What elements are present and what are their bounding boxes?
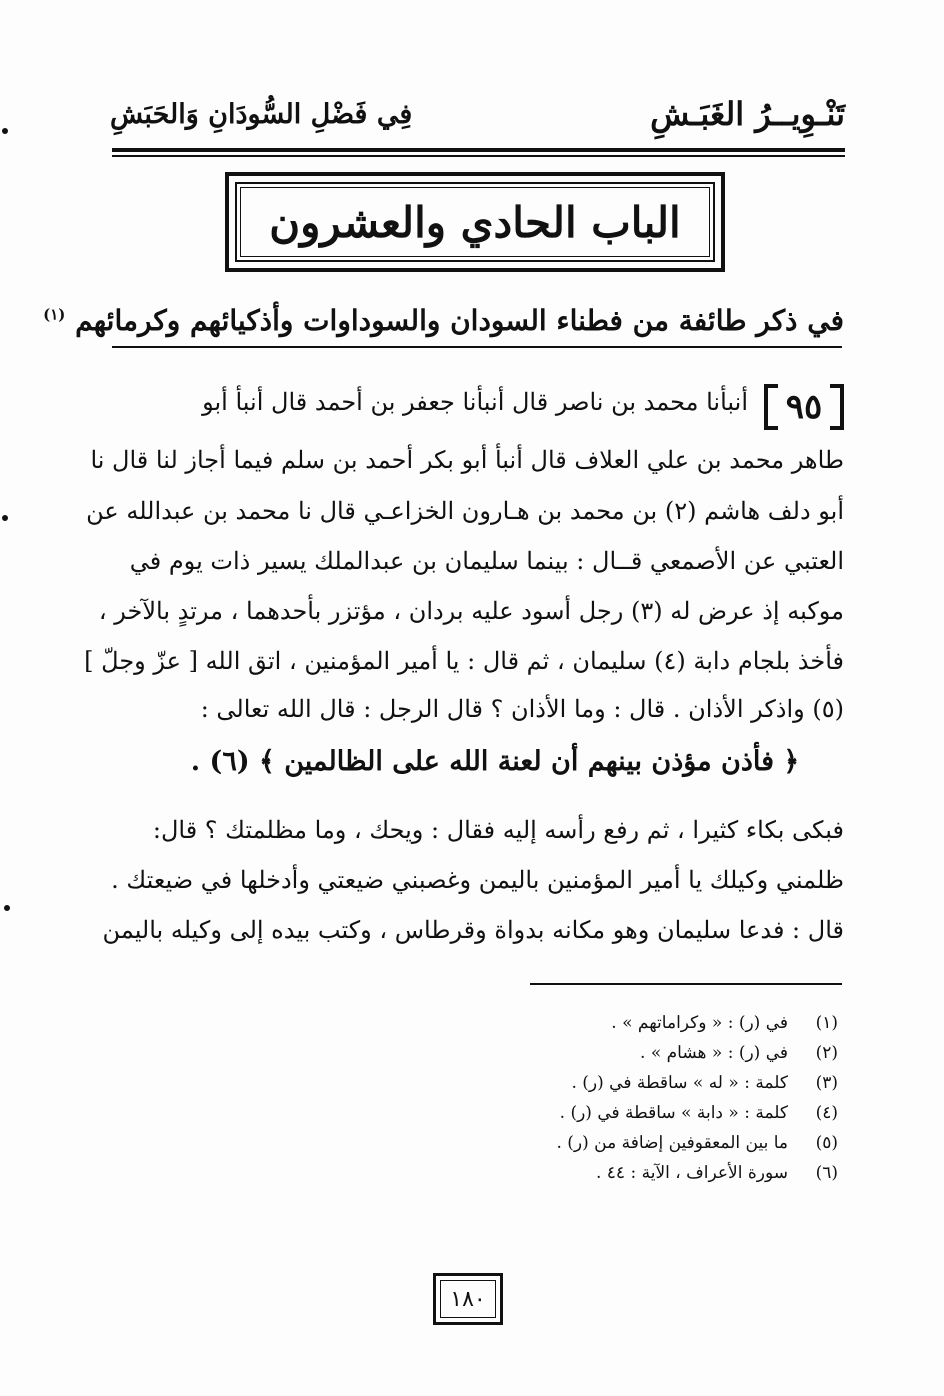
- text-line: طاهر محمد بن علي العلاف قال أنبأ أبو بكر أحمد بن سلم فيما أجاز لنا قال نا: [90, 446, 844, 474]
- section-title: [43, 304, 844, 337]
- narration-number: ٩٥: [764, 380, 844, 434]
- footnote-separator: [530, 983, 842, 985]
- footnotes: [498, 1008, 838, 1188]
- footnote-item: (٤) كلمة : « دابة » ساقطة في (ر) .: [559, 1103, 838, 1123]
- section-title-text: في ذكر طائفة من فطناء السودان والسوداوات وأذكيائهم وكرمائهم: [75, 304, 844, 337]
- footnote-ref: (١): [43, 305, 66, 324]
- footnote-item: (١) في (ر) : « وكراماتهم » .: [611, 1013, 838, 1033]
- text-line: قال : فدعا سليمان وهو مكانه بدواة وقرطاس ، وكتب بيده إلى وكيله باليمن: [102, 916, 844, 944]
- scan-edge-mark: [2, 128, 8, 134]
- chapter-title-frame: [225, 172, 725, 272]
- text-line: العتبي عن الأصمعي قــال : بينما سليمان بن عبدالملك يسير ذات يوم في: [129, 547, 844, 575]
- text-line: (٥) واذكر الأذان . قال : وما الأذان ؟ قال الرجل : قال الله تعالى :: [200, 695, 844, 723]
- book-subtitle: فِي فَضْلِ السُّودَانِ وَالحَبَشِ: [110, 99, 413, 130]
- text-line: أبو دلف هاشم (٢) بن محمد بن هـارون الخزاعـي قال نا محمد بن عبدالله عن: [86, 497, 844, 525]
- header-rule-thin: [112, 155, 845, 157]
- quran-verse: ﴿ فأذن مؤذن بينهم أن لعنة الله على الظالمين ﴾ (٦) .: [190, 746, 800, 777]
- text-line: فبكى بكاء كثيرا ، ثم رفع رأسه إليه فقال : ويحك ، وما مظلمتك ؟ قال:: [152, 816, 844, 844]
- chapter-title: الباب الحادي والعشرون: [269, 197, 681, 247]
- footnote-item: (٦) سورة الأعراف ، الآية : ٤٤ .: [595, 1163, 838, 1183]
- running-header: [110, 95, 845, 141]
- footnote-item: (٢) في (ر) : « هشام » .: [640, 1043, 838, 1063]
- scan-edge-mark: [2, 515, 8, 521]
- text-line: أنبأنا محمد بن ناصر قال أنبأنا جعفر بن أحمد قال أنبأ أبو: [202, 388, 748, 416]
- header-rule-thick: [112, 148, 845, 152]
- scan-edge-mark: [4, 905, 10, 911]
- book-title: تَنْـوِيــرُ الغَبَـشِ: [650, 95, 845, 133]
- text-line: موكبه إذ عرض له (٣) رجل أسود عليه بردان ، مؤتزر بأحدهما ، مرتدٍ بالآخر ،: [98, 597, 844, 625]
- section-title-underline: [112, 346, 842, 348]
- page-number: [433, 1273, 503, 1325]
- text-line: فأخذ بلجام دابة (٤) سليمان ، ثم قال : يا أمير المؤمنين ، اتق الله [ عزّ وجلّ ]: [84, 647, 844, 675]
- page-number-text: ١٨٠: [450, 1286, 486, 1312]
- footnote-item: (٥) ما بين المعقوفين إضافة من (ر) .: [556, 1133, 838, 1153]
- text-line: ظلمني وكيلك يا أمير المؤمنين باليمن وغصبني ضيعتي وأدخلها في ضيعتك .: [111, 866, 844, 894]
- footnote-item: (٣) كلمة : « له » ساقطة في (ر) .: [571, 1073, 838, 1093]
